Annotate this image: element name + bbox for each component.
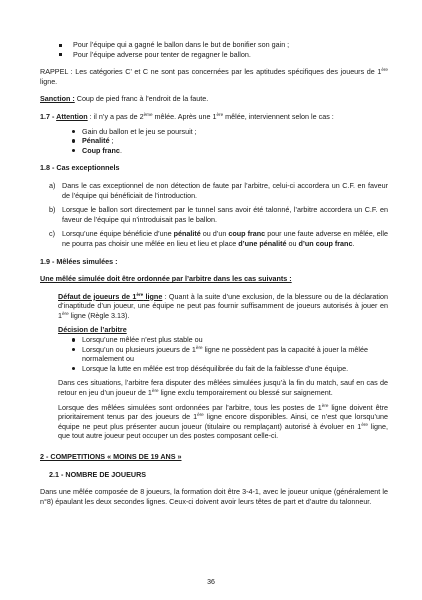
section-2-1-heading: 2.1 - NOMBRE DE JOUEURS — [49, 469, 147, 479]
decision-list — [70, 335, 388, 373]
decision-heading: Décision de l’arbitre — [58, 325, 127, 335]
defaut-paragraph: Défaut de joueurs de 1ère ligne : Quant à la suite d’une exclusion, de la blessure ou de la déclaration d’inaptitude d’un joueur, une équipe ne peut pas fournir suffisamment de joueurs autorisés à jouer en 1ère ligne (Règle 3.13). — [58, 291, 388, 320]
section-1-7-list — [70, 127, 388, 156]
sanction-line: Sanction : Coup de pied franc à l’endroit de la faute. — [40, 94, 209, 104]
case-b: b) Lorsque le ballon sort directement par le tunnel sans avoir été talonné, l’arbitre accordera un C.F. en faveur de l’équipe qui n’introduisait pas le ballon. — [49, 205, 388, 224]
situations-paragraph: Dans ces situations, l’arbitre fera disputer des mêlées simulées jusqu’à la fin du match, sauf en cas de retour en jeu d’un joueur de 1ère ligne exclu temporairement ou blessé sur saignement. — [58, 378, 388, 398]
section-1-8-heading: 1.8 - Cas exceptionnels — [40, 163, 120, 173]
list-item: Gain du ballon et le jeu se poursuit ; — [70, 127, 388, 137]
list-item: Lorsque la lutte en mêlée est trop déséquilibrée du fait de la faiblesse d’une équipe. — [70, 364, 388, 374]
list-item: Coup franc. — [70, 146, 388, 156]
list-item: Lorsqu’un ou plusieurs joueurs de 1ère ligne ne possèdent pas la capacité à jouer la mêlée normalement ou — [70, 345, 388, 364]
list-item: Pour l’équipe qui a gagné le ballon dans le but de bonifier son gain ; — [58, 40, 388, 50]
top-bullet-list — [58, 40, 388, 59]
section-2-heading: 2 - COMPETITIONS « MOINS DE 19 ANS » — [40, 452, 182, 461]
section-1-7-heading: 1.7 - Attention : il n’y a pas de 2ème mêlée. Après une 1ère mêlée, interviennent selon le cas : — [40, 111, 334, 121]
list-item: Lorsqu’une mêlée n’est plus stable ou — [70, 335, 388, 345]
postes-paragraph: Lorsque des mêlées simulées sont ordonnées par l’arbitre, tous les postes de 1ère ligne doivent être prioritairement tenus par des joueurs de 1ère ligne encore disponibles. Ainsi, ce n’est que lorsqu’une équipe ne peut plus présenter aucun joueur (titulaire ou remplaçant) autorisé à évoluer en 1ère ligne, que tout autre joueur peut occuper un des postes composant celle-ci. — [58, 402, 388, 441]
list-item: Pour l’équipe adverse pour tenter de regagner le ballon. — [58, 50, 388, 60]
list-item: Pénalité ; — [70, 136, 388, 146]
section-2-1-paragraph: Dans une mêlée composée de 8 joueurs, la formation doit être 3-4-1, avec le joueur unique (généralement le n°8) épaulant les deux secondes lignes. Ceux-ci doivent avoir leurs têtes de part et d’autre du talonneur. — [40, 487, 388, 506]
section-1-9-subheading: Une mêlée simulée doit être ordonnée par l’arbitre dans les cas suivants : — [40, 274, 292, 284]
case-a: a) Dans le cas exceptionnel de non détection de faute par l’arbitre, celui-ci accordera un C.F. en faveur de l’équipe qui bénéficiait de l’introduction. — [49, 180, 388, 200]
rappel-paragraph: RAPPEL : Les catégories C’ et C ne sont pas concernées par les aptitudes spécifiques des joueurs de 1ère ligne. — [40, 67, 388, 86]
section-1-9-heading: 1.9 - Mêlées simulées : — [40, 256, 118, 266]
page-number: 36 — [207, 579, 215, 586]
case-c: c) Lorsqu’une équipe bénéficie d’une pénalité ou d’un coup franc pour une faute adverse en mêlée, elle ne pourra pas choisir une mêlée en lieu et lieu et place d’une pénalité ou d’un coup franc. — [49, 229, 388, 248]
